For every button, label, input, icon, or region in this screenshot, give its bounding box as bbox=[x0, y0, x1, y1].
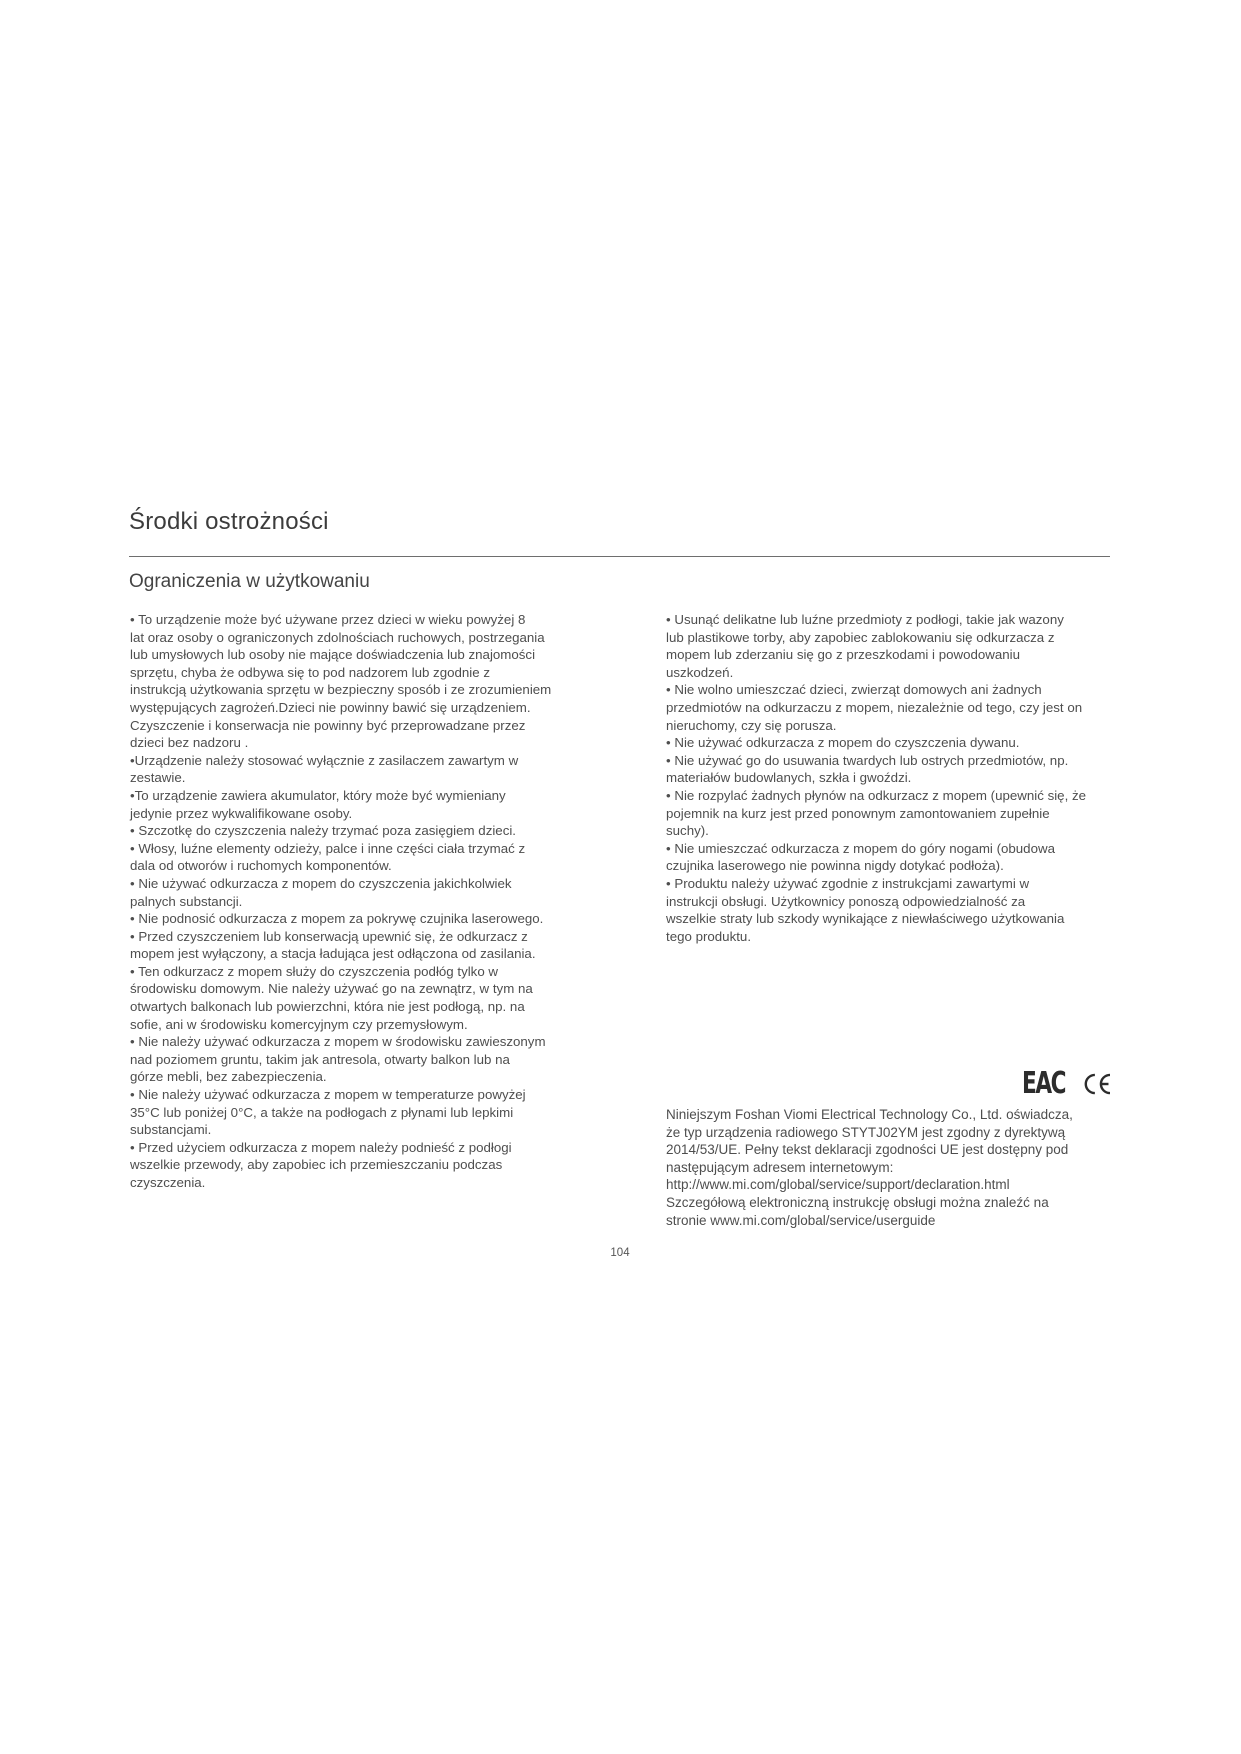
left-column-line: sprzętu, chyba że odbywa się to pod nadzorem lub zgodnie z bbox=[130, 664, 490, 680]
declaration-line: Niniejszym Foshan Viomi Electrical Technology Co., Ltd. oświadcza, bbox=[666, 1107, 1073, 1122]
left-column-line: czyszczenia. bbox=[130, 1175, 206, 1190]
right-column-line: materiałów budowlanych, szkła i gwoździ. bbox=[666, 770, 912, 786]
left-column-line: zestawie. bbox=[130, 770, 186, 786]
declaration-line: stronie www.mi.com/global/service/userguide bbox=[666, 1212, 936, 1228]
right-column-line: • Nie umieszczać odkurzacza z mopem do góry nogami (obudowa bbox=[666, 840, 1055, 856]
eac-mark-icon: EAC bbox=[1022, 1066, 1066, 1101]
certification-marks bbox=[1022, 1066, 1112, 1102]
left-column bbox=[130, 611, 590, 1192]
left-column-line: substancjami. bbox=[130, 1122, 212, 1138]
left-column-line: dala od otworów i ruchomych komponentów. bbox=[130, 858, 392, 874]
declaration-line: Szczegółową elektroniczną instrukcję obsługi można znaleźć na bbox=[666, 1194, 1049, 1210]
title-divider bbox=[129, 556, 1110, 557]
right-column-line: • Usunąć delikatne lub luźne przedmioty z podłogi, takie jak wazony bbox=[666, 612, 1064, 627]
right-column-line: mopem lub zderzaniu się go z przeszkodami i powodowaniu bbox=[666, 647, 1021, 663]
left-column-line: dzieci bez nadzoru . bbox=[130, 735, 249, 751]
right-column-line: • Produktu należy używać zgodnie z instrukcjami zawartymi w bbox=[666, 875, 1030, 891]
left-column-line: 35°C lub poniżej 0°C, a także na podłogach z płynami lub lepkimi bbox=[130, 1104, 514, 1120]
left-column-line: • Nie należy używać odkurzacza z mopem w temperaturze powyżej bbox=[130, 1087, 526, 1103]
left-column-line: występujących zagrożeń.Dzieci nie powinny bawić się urządzeniem. bbox=[130, 699, 531, 715]
left-column-line: instrukcją użytkowania sprzętu w bezpieczny sposób i ze zrozumieniem bbox=[130, 682, 552, 698]
left-column-line: • Nie podnosić odkurzacza z mopem za pokrywę czujnika laserowego. bbox=[130, 911, 544, 927]
declaration-line: 2014/53/UE. Pełny tekst deklaracji zgodności UE jest dostępny pod bbox=[666, 1142, 1069, 1158]
left-column-line: • To urządzenie może być używane przez dzieci w wieku powyżej 8 bbox=[130, 612, 526, 627]
right-column-line: lub plastikowe torby, aby zapobiec zablokowaniu się odkurzacza z bbox=[666, 629, 1055, 645]
ce-mark-icon bbox=[1082, 1069, 1112, 1099]
right-column bbox=[666, 611, 1126, 945]
right-column-line: nieruchomy, czy się porusza. bbox=[666, 717, 837, 733]
left-column-line: •Urządzenie należy stosować wyłącznie z zasilaczem zawartym w bbox=[130, 752, 519, 768]
left-column-line: • Nie należy używać odkurzacza z mopem w środowisku zawieszonym bbox=[130, 1034, 546, 1050]
left-column-line: • Ten odkurzacz z mopem służy do czyszczenia podłóg tylko w bbox=[130, 963, 499, 979]
right-column-line: • Nie używać odkurzacza z mopem do czyszczenia dywanu. bbox=[666, 735, 1020, 751]
declaration-line: że typ urządzenia radiowego STYTJ02YM jest zgodny z dyrektywą bbox=[666, 1124, 1066, 1140]
right-column-line: czujnika laserowego nie powinna nigdy dotykać podłoża). bbox=[666, 858, 1004, 874]
left-column-line: górze mebli, bez zabezpieczenia. bbox=[130, 1069, 327, 1085]
right-column-line: wszelkie straty lub szkody wynikające z niewłaściwego użytkowania bbox=[666, 911, 1065, 927]
left-column-line: lub umysłowych lub osoby nie mające doświadczenia lub znajomości bbox=[130, 647, 536, 663]
left-column-line: •To urządzenie zawiera akumulator, który może być wymieniany bbox=[130, 787, 506, 803]
left-column-line: Czyszczenie i konserwacja nie powinny być przeprowadzane przez bbox=[130, 717, 526, 733]
left-column-line: • Włosy, luźne elementy odzieży, palce i inne części ciała trzymać z bbox=[130, 840, 526, 856]
right-column-line: • Nie używać go do usuwania twardych lub ostrych przedmiotów, np. bbox=[666, 752, 1069, 768]
conformity-declaration bbox=[666, 1106, 1126, 1229]
left-column-line: • Szczotkę do czyszczenia należy trzymać poza zasięgiem dzieci. bbox=[130, 823, 516, 839]
left-column-line: lat oraz osoby o ograniczonych zdolnościach ruchowych, postrzegania bbox=[130, 629, 545, 645]
right-column-line: instrukcji obsługi. Użytkownicy ponoszą odpowiedzialność za bbox=[666, 893, 1026, 909]
left-column-line: otwartych balkonach lub powierzchni, która nie jest podłogą, np. na bbox=[130, 999, 525, 1015]
declaration-line: http://www.mi.com/global/service/support/declaration.html bbox=[666, 1177, 1010, 1193]
right-column-line: uszkodzeń. bbox=[666, 664, 734, 680]
left-column-line: • Przed czyszczeniem lub konserwacją upewnić się, że odkurzacz z bbox=[130, 928, 528, 944]
right-column-line: suchy). bbox=[666, 823, 709, 839]
right-column-line: • Nie wolno umieszczać dzieci, zwierząt domowych ani żadnych bbox=[666, 682, 1042, 698]
left-column-line: sofie, ani w środowisku komercyjnym czy przemysłowym. bbox=[130, 1016, 468, 1032]
left-column-line: środowisku domowym. Nie należy używać go na zewnątrz, w tym na bbox=[130, 981, 533, 997]
right-column-line: • Nie rozpylać żadnych płynów na odkurzacz z mopem (upewnić się, że bbox=[666, 787, 1087, 803]
left-column-line: • Nie używać odkurzacza z mopem do czyszczenia jakichkolwiek bbox=[130, 875, 512, 891]
left-column-line: mopem jest wyłączony, a stacja ładująca jest odłączona od zasilania. bbox=[130, 946, 536, 962]
left-column-line: nad poziomem gruntu, takim jak antresola, otwarty balkon lub na bbox=[130, 1051, 510, 1067]
left-column-line: wszelkie przewody, aby zapobiec ich przemieszczaniu podczas bbox=[130, 1157, 503, 1173]
right-column-line: tego produktu. bbox=[666, 928, 752, 944]
right-column-line: pojemnik na kurz jest przed ponownym zamontowaniem zupełnie bbox=[666, 805, 1050, 821]
left-column-line: palnych substancji. bbox=[130, 893, 243, 909]
left-column-line: jedynie przez wykwalifikowane osoby. bbox=[130, 805, 353, 821]
page-number: 104 bbox=[610, 1247, 630, 1259]
declaration-line: następującym adresem internetowym: bbox=[666, 1159, 894, 1175]
left-column-line: • Przed użyciem odkurzacza z mopem należy podnieść z podłogi bbox=[130, 1139, 512, 1155]
page-title: Środki ostrożności bbox=[129, 508, 329, 535]
section-title: Ograniczenia w użytkowaniu bbox=[129, 571, 370, 592]
right-column-line: przedmiotów na odkurzaczu z mopem, niezależnie od tego, czy jest on bbox=[666, 699, 1083, 715]
